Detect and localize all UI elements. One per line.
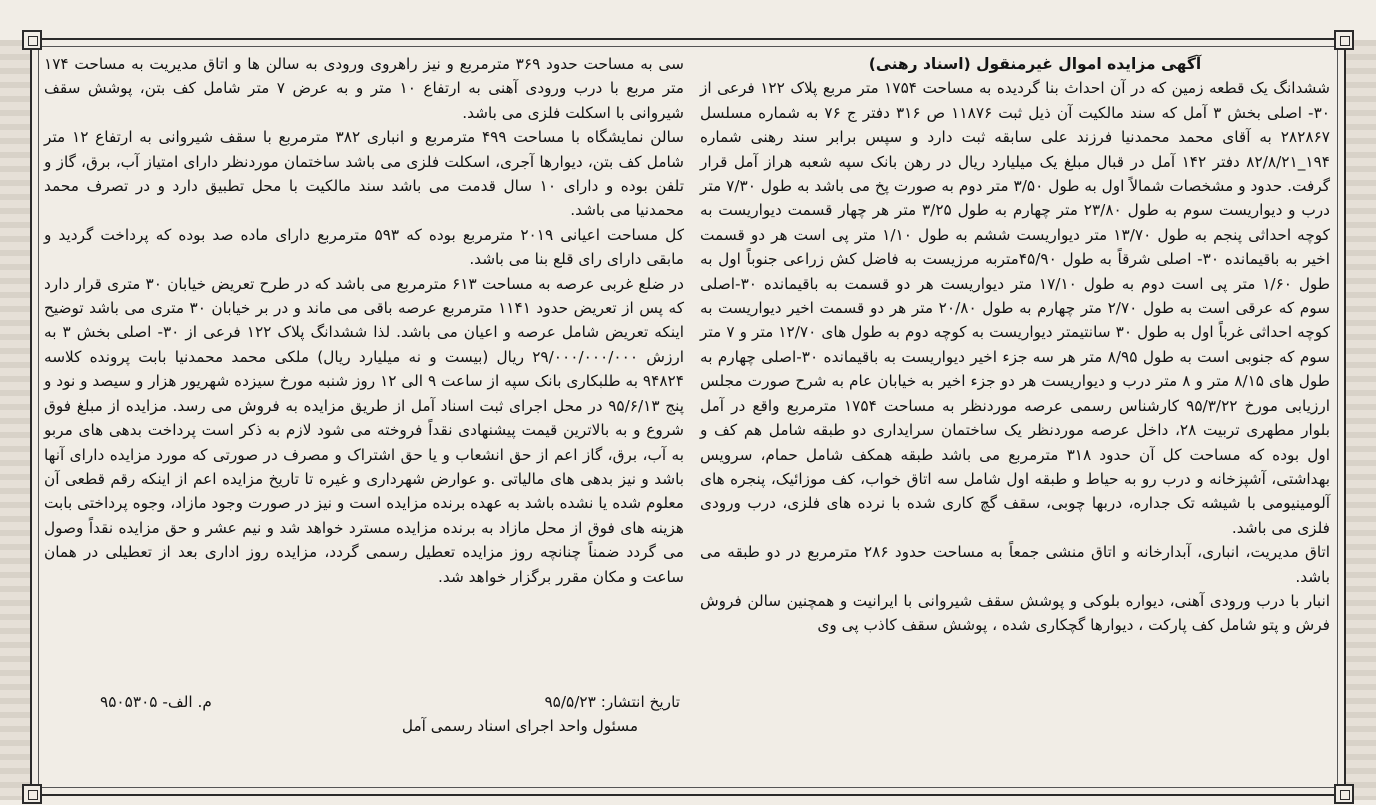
ad-paragraph: ششدانگ یک قطعه زمین که در آن احداث بنا گردیده به مساحت ۱۷۵۴ متر مربع پلاک ۱۲۲ فرعی از ۳۰- اصلی بخش ۳ آمل که سند مالکیت آن ذیل ثبت ۱۱۸۷۶ ص ۳۱۶ دفتر ج ۷۶ به شماره مسلسل ۲۸۲۸۶۷ به آقای محمد محمدنیا فرزند علی سابقه ثبت دارد و سپس برابر سند رهنی شماره ۱۹۴_۸۲/۸/۲۱ دفتر ۱۴۲ آمل در قبال مبلغ یک میلیارد ریال در رهن بانک سپه شعبه هراز آمل قرار گرفت. حدود و مشخصات شمالاً اول به طول ۳/۵۰ متر دوم به صورت پخ می باشد به طول ۷/۳۰ متر درب و دیواریست سوم به طول ۲۳/۸۰ متر چهارم به طول ۳/۲۵ متر هر چهار قسمت دیواریست به کوچه احداثی پنجم به طول ۱۳/۷۰ متر دیواریست ششم به طول ۱/۱۰ متر پی است هر دو قسمت اخیر به باقیمانده ۳۰- اصلی شرقاً به طول ۴۵/۹۰متربه مرزیست به فاضل کش زراعی جنوباً اول به طول ۱/۶۰ متر پی است دوم به طول ۱۷/۱۰ متر دیواریست هر دو قسمت به باقیمانده ۳۰-اصلی سوم که عرقی است به طول ۲/۷۰ متر چهارم به طول ۲۰/۸۰ متر هر دو قسمت اخیر دیواریست به کوچه احداثی غرباً اول به طول ۳۰ سانتیمتر دیواریست به کوچه دوم به طول های ۱۲/۷۰ متر و ۷ متر سوم که جنوبی است به طول ۸/۹۵ متر هر سه جزء اخیر دیواریست به باقیمانده ۳۰-اصلی چهارم به طول های ۸/۱۵ متر و ۸ متر درب و دیواریست هر دو جزء اخیر به خیابان عام به شرح صورت مجلس ارزیابی مورخ ۹۵/۳/۲۲ کارشناس رسمی عرصه موردنظر به مساحت ۱۷۵۴ مترمربع واقع در آمل بلوار مطهری تربیت ۲۸، داخل عرصه موردنظر یک ساختمان سرایداری دو طبقه شامل هم کف و اول بوده که مساحت کل آن حدود ۳۱۸ مترمربع می باشد طبقه همکف شامل حمام، سرویس بهداشتی، آشپزخانه و درب رو به حیاط و طبقه اول شامل سه اتاق خواب، کف موزائیک، پنجره های آلومینیومی با شیشه تک جداره، دربها چوبی، سقف گچ کاری شده با نرده های فلزی، درب ورودی فلزی می باشد.	[700, 79, 1331, 537]
ad-paragraph: انبار با درب ورودی آهنی، دیواره بلوکی و پوشش سقف شیروانی با ایرانیت و همچنین سالن فروش فرش و پتو شامل کف پارکت ، دیوارها گچکاری شده ، پوشش سقف کاذب پی وی	[700, 591, 1330, 635]
ad-signature: مسئول واحد اجرای اسناد رسمی آمل	[401, 717, 639, 735]
ad-paragraph: سی به مساحت حدود ۳۶۹ مترمربع و نیز راهروی ورودی به سالن ها و اتاق مدیریت به مساحت ۱۷۴ متر مربع با درب ورودی آهنی به ارتفاع ۱۰ متر و به عرض ۷ متر شامل کف بتن، پوشش سقف شیروانی با اسکلت فلزی می باشد.	[44, 55, 684, 122]
ad-title: آگهی مزایده اموال غیرمنقول (اسناد رهنی)	[868, 55, 1202, 73]
ad-code: م. الف- ۹۵۰۵۳۰۵	[100, 693, 212, 711]
ad-column-right	[700, 52, 1330, 638]
border-corner-ornament	[22, 784, 42, 804]
border-corner-ornament	[1334, 30, 1354, 50]
ad-paragraph: کل مساحت اعیانی ۲۰۱۹ مترمربع بوده که ۵۹۳ مترمربع دارای ماده صد بوده که پرداخت گردید و مابقی دارای رای قلع بنا می باشد.	[44, 225, 684, 269]
ad-paragraph: سالن نمایشگاه با مساحت ۴۹۹ مترمربع و انباری ۳۸۲ مترمربع با سقف شیروانی به ارتفاع ۱۲ متر شامل کف بتن، دیوارها آجری، اسکلت فلزی می باشد ساختمان موردنظر دارای امتیاز آب، برق، گاز و تلفن بوده و دارای ۱۰ سال قدمت می باشد سند مالکیت با محل تطبیق دارد و در تصرف محمد محمدنیا می باشد.	[44, 128, 684, 220]
publish-date: تاریخ انتشار: ۹۵/۵/۲۳	[544, 693, 680, 711]
ad-footer	[100, 690, 680, 738]
adjacent-column-left	[0, 40, 30, 800]
border-corner-ornament	[22, 30, 42, 50]
adjacent-column-right	[1346, 40, 1376, 800]
ad-column-left	[44, 52, 684, 589]
ad-paragraph: در ضلع غربی عرصه به مساحت ۶۱۳ مترمربع می باشد که در طرح تعریض خیابان ۳۰ متری قرار دارد که پس از تعریض حدود ۱۱۴۱ مترمربع عرصه باقی می ماند و در بر خیابان ۳۰ متری می باشد توضیح اینکه تعریض شامل عرصه و اعیان می باشد. لذا ششدانگ پلاک ۱۲۲ فرعی از ۳۰- اصلی بخش ۳ به ارزش ۲۹/۰۰۰/۰۰۰/۰۰۰ ریال (بیست و نه میلیارد ریال) ملکی محمد محمدنیا بابت پرونده کلاسه ۹۴۸۲۴ به طلبکاری بانک سپه از ساعت ۹ الی ۱۲ روز شنبه مورخ سیزده شهریور هزار و سیصد و نود و پنج ۹۵/۶/۱۳ در محل اجرای ثبت اسناد آمل از طریق مزایده به فروش می رسد. مزایده از مبلغ فوق شروع و به بالاترین قیمت پیشنهادی نقداً فروخته می شود لازم به ذکر است پرداخت بدهی های مربو به آب، برق، گاز اعم از حق انشعاب و یا حق اشتراک و مصرف در صورتی که مورد مزایده دارای آنها باشد و نیز بدهی های مالیاتی .و عوارض شهرداری و غیره تا تاریخ مزایده اعم از اینکه رقم قطعی آن معلوم شده یا نشده باشد به عهده برنده مزایده است و نیز در صورت وجود مازاد، وجوه پرداختی بابت هزینه های فوق از محل مازاد به برنده مزایده مسترد خواهد شد و نیم عشر و حق مزایده نقداً وصول می گردد ضمناً چنانچه روز مزایده تعطیل رسمی گردد، مزایده روز اداری بعد از تعطیلی در همان ساعت و مکان مقرر برگزار خواهد شد.	[44, 274, 684, 586]
border-corner-ornament	[1334, 784, 1354, 804]
ad-paragraph: اتاق مدیریت، انباری، آبدارخانه و اتاق منشی جمعاً به مساحت حدود ۲۸۶ مترمربع در دو طبقه می باشد.	[700, 543, 1330, 586]
